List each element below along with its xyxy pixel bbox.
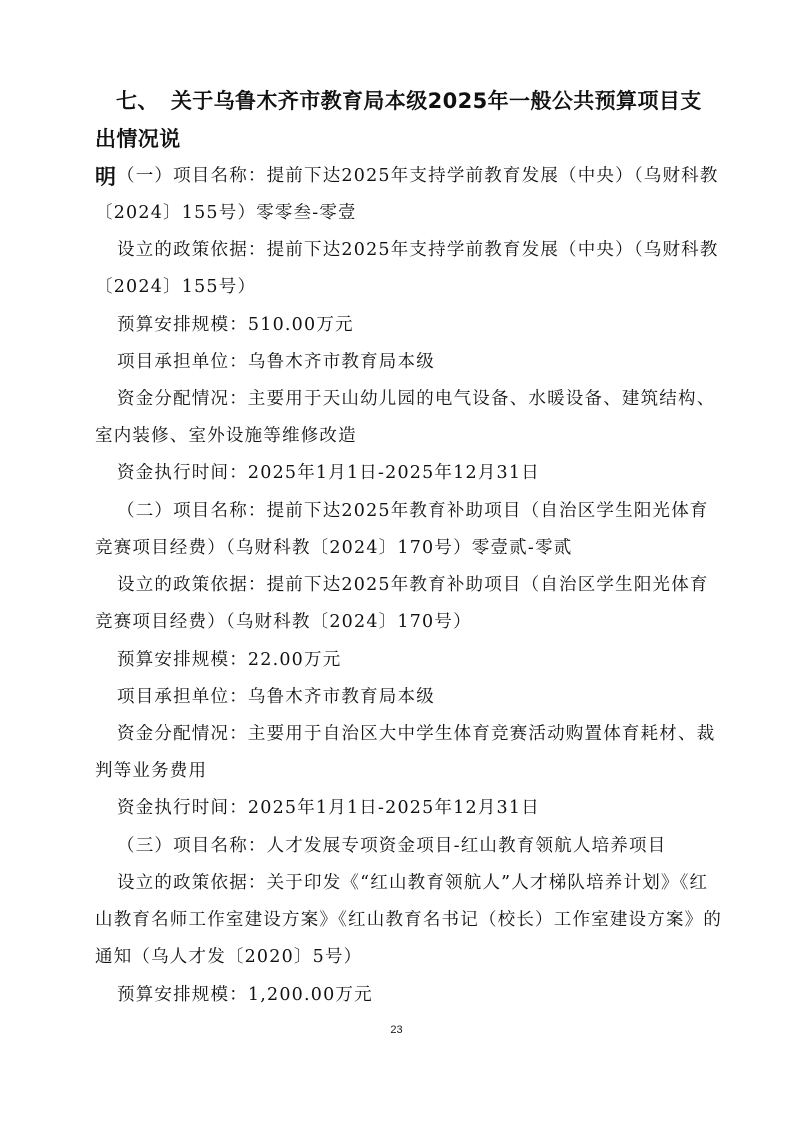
- project-1-unit: 项目承担单位：乌鲁木齐市教育局本级: [117, 352, 435, 372]
- project-1-allocation: 资金分配情况：主要用于天山幼儿园的电气设备、水暖设备、建筑结构、: [117, 389, 716, 409]
- section-heading-line-2: 明: [95, 165, 117, 189]
- project-3-name: （三）项目名称：人才发展专项资金项目-红山教育领航人培养项目: [117, 836, 667, 856]
- project-2-period: 资金执行时间：2025年1月1日-2025年12月31日: [117, 798, 540, 818]
- section-title: 关于乌鲁木齐市教育局本级2025年一般公共预算项目支出情况说: [95, 89, 702, 151]
- project-2-policy-basis-cont: 竞赛项目经费）（乌财科教〔2024〕170号）: [95, 612, 472, 632]
- project-2-name-cont: 竞赛项目经费）（乌财科教〔2024〕170号）零壹贰-零贰: [95, 538, 573, 558]
- section-heading-line-1: [95, 82, 715, 158]
- project-1-period: 资金执行时间：2025年1月1日-2025年12月31日: [117, 463, 540, 483]
- project-2-allocation: 资金分配情况：主要用于自治区大中学生体育竞赛活动购置体育耗材、裁: [117, 724, 716, 744]
- project-1-budget: 预算安排规模：510.00万元: [117, 315, 354, 335]
- project-2-budget: 预算安排规模：22.00万元: [117, 650, 342, 670]
- project-1-allocation-cont: 室内装修、室外设施等维修改造: [95, 426, 357, 446]
- project-3-policy-basis: 设立的政策依据：关于印发《“红山教育领航人”人才梯队培养计划》《红: [117, 873, 709, 893]
- project-2-unit: 项目承担单位：乌鲁木齐市教育局本级: [117, 687, 435, 707]
- project-2-name: （二）项目名称：提前下达2025年教育补助项目（自治区学生阳光体育: [117, 501, 709, 521]
- project-3-budget: 预算安排规模：1,200.00万元: [117, 985, 373, 1005]
- project-1-policy-basis-cont: 〔2024〕155号）: [95, 277, 257, 297]
- project-3-policy-basis-cont: 山教育名师工作室建设方案》《红山教育名书记（校长）工作室建设方案》的: [95, 910, 723, 930]
- project-1-name: （一）项目名称：提前下达2025年支持学前教育发展（中央）（乌财科教: [117, 166, 719, 186]
- project-3-policy-basis-cont-2: 通知（乌人才发〔2020〕5号）: [95, 947, 363, 967]
- project-1-name-cont: 〔2024〕155号）零零叁-零壹: [95, 203, 357, 223]
- project-2-allocation-cont: 判等业务费用: [95, 761, 208, 781]
- section-number: 七、: [116, 89, 159, 113]
- project-1-policy-basis: 设立的政策依据：提前下达2025年支持学前教育发展（中央）（乌财科教: [117, 240, 719, 260]
- page-number: 23: [390, 1024, 403, 1036]
- project-2-policy-basis: 设立的政策依据：提前下达2025年教育补助项目（自治区学生阳光体育: [117, 575, 709, 595]
